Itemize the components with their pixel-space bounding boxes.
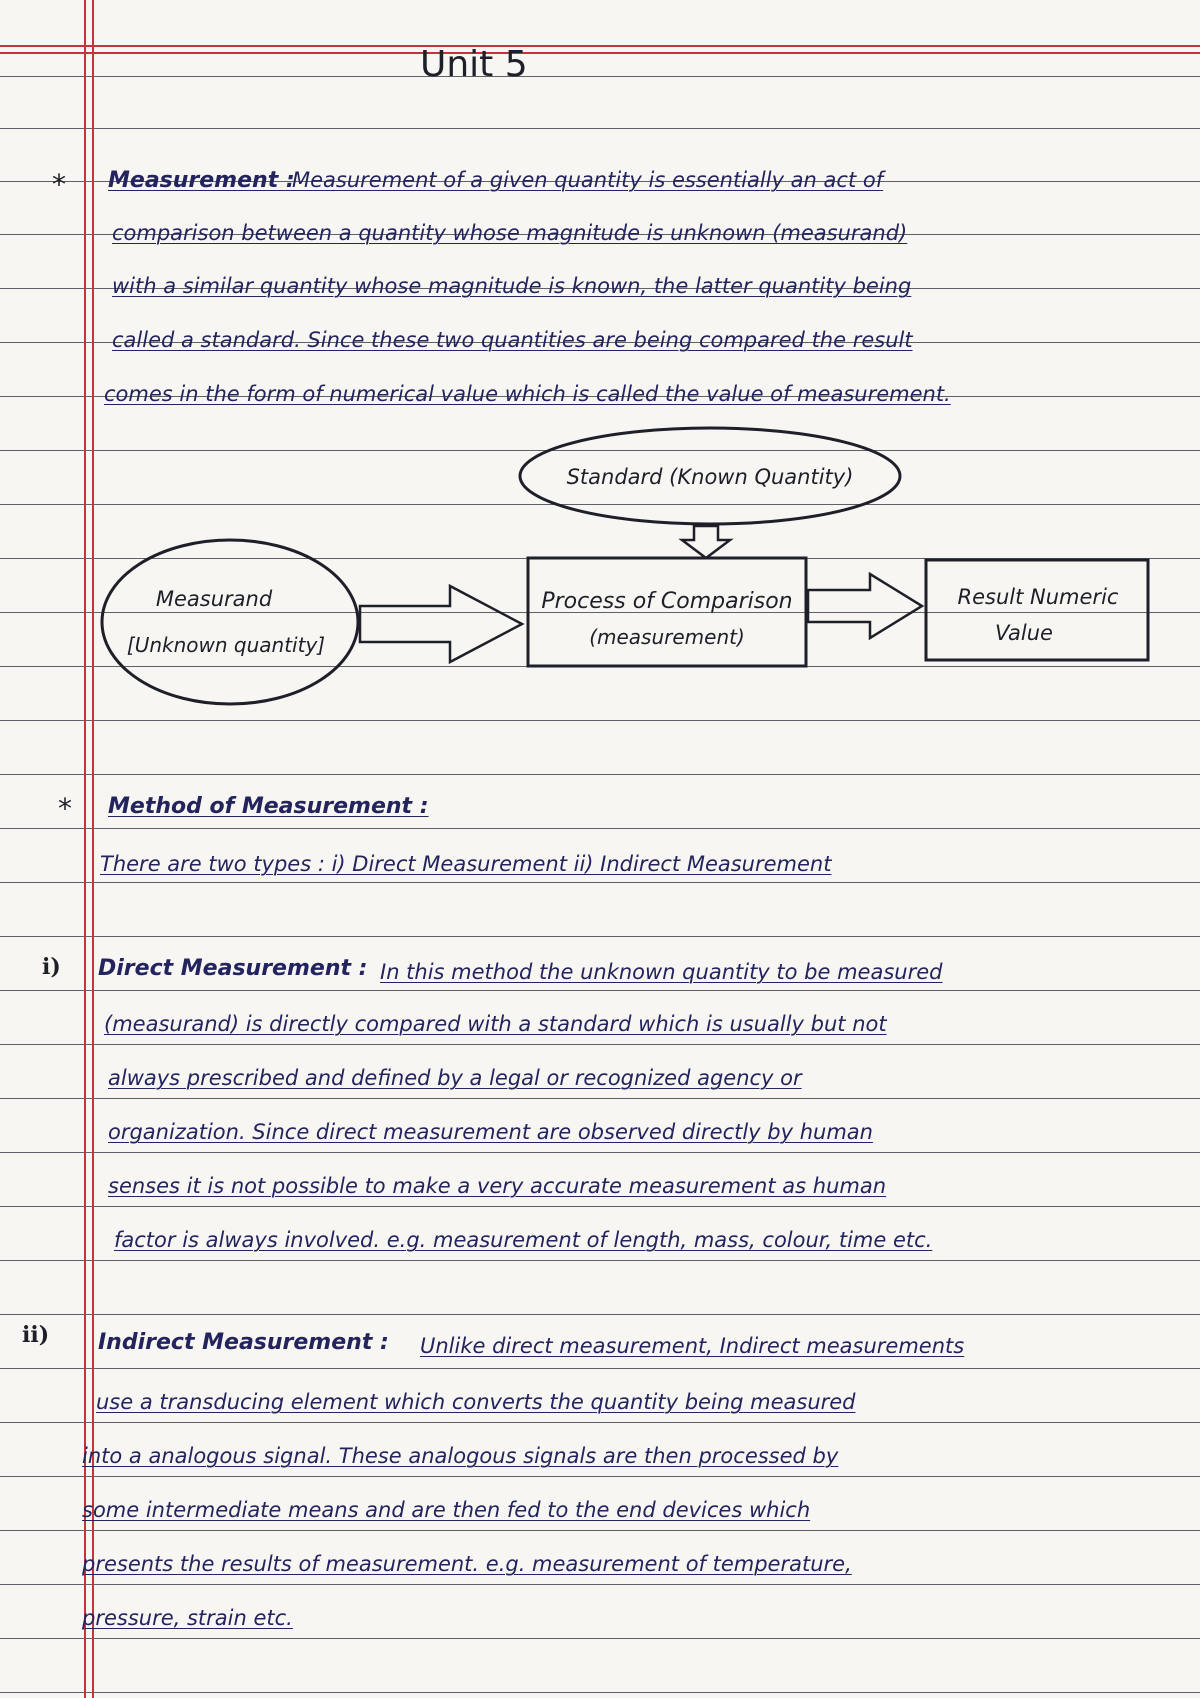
method-heading: Method of Measurement : [108,794,429,819]
standard-label: Standard (Known Quantity) [566,465,854,489]
direct-line-6: factor is always involved. e.g. measurement of length, mass, colour, time etc. [114,1228,933,1252]
measurement-line-3: with a similar quantity whose magnitude is known, the latter quantity being [112,274,912,298]
direct-line-2: (measurand) is directly compared with a standard which is usually but not [104,1012,887,1036]
arrow-right-icon [360,586,522,662]
arrow-right-icon [808,574,922,638]
result-box [926,560,1148,660]
measurand-sublabel: [Unknown quantity] [126,633,326,657]
section-marker: i) [42,954,61,980]
indirect-measurement-heading: Indirect Measurement : [98,1330,389,1355]
result-sublabel: Value [995,621,1053,645]
measurement-line-4: called a standard. Since these two quantities are being compared the result [112,328,913,352]
direct-line-5: senses it is not possible to make a very accurate measurement as human [108,1174,887,1198]
measurement-line-1: Measurement of a given quantity is essentially an act of [292,168,884,192]
measurement-line-5: comes in the form of numerical value which is called the value of measurement. [104,382,951,406]
indirect-line-2: use a transducing element which converts the quantity being measured [96,1390,856,1414]
process-label: Process of Comparison [541,589,793,614]
indirect-line-1: Unlike direct measurement, Indirect measurements [420,1334,965,1358]
direct-line-4: organization. Since direct measurement are observed directly by human [108,1120,873,1144]
section-bullet: * [52,168,66,201]
page-title: Unit 5 [420,44,528,85]
down-arrow-icon [682,526,730,558]
measurand-ellipse [102,540,358,704]
section-marker: ii) [22,1322,50,1348]
method-types-line: There are two types : i) Direct Measurement ii) Indirect Measurement [100,852,832,876]
indirect-line-4: some intermediate means and are then fed to the end devices which [82,1498,811,1522]
process-sublabel: (measurement) [589,625,745,649]
indirect-line-3: into a analogous signal. These analogous signals are then processed by [82,1444,839,1468]
direct-line-1: In this method the unknown quantity to be measured [380,960,943,984]
measurand-label: Measurand [155,587,273,611]
section-bullet: * [58,792,72,825]
indirect-line-6: pressure, strain etc. [82,1606,293,1630]
result-label: Result Numeric [957,585,1119,609]
measurement-heading: Measurement : [108,168,295,193]
measurement-line-2: comparison between a quantity whose magnitude is unknown (measurand) [112,221,908,245]
indirect-line-5: presents the results of measurement. e.g. measurement of temperature, [82,1552,852,1576]
direct-measurement-heading: Direct Measurement : [98,956,368,981]
direct-line-3: always prescribed and defined by a legal or recognized agency or [108,1066,802,1090]
